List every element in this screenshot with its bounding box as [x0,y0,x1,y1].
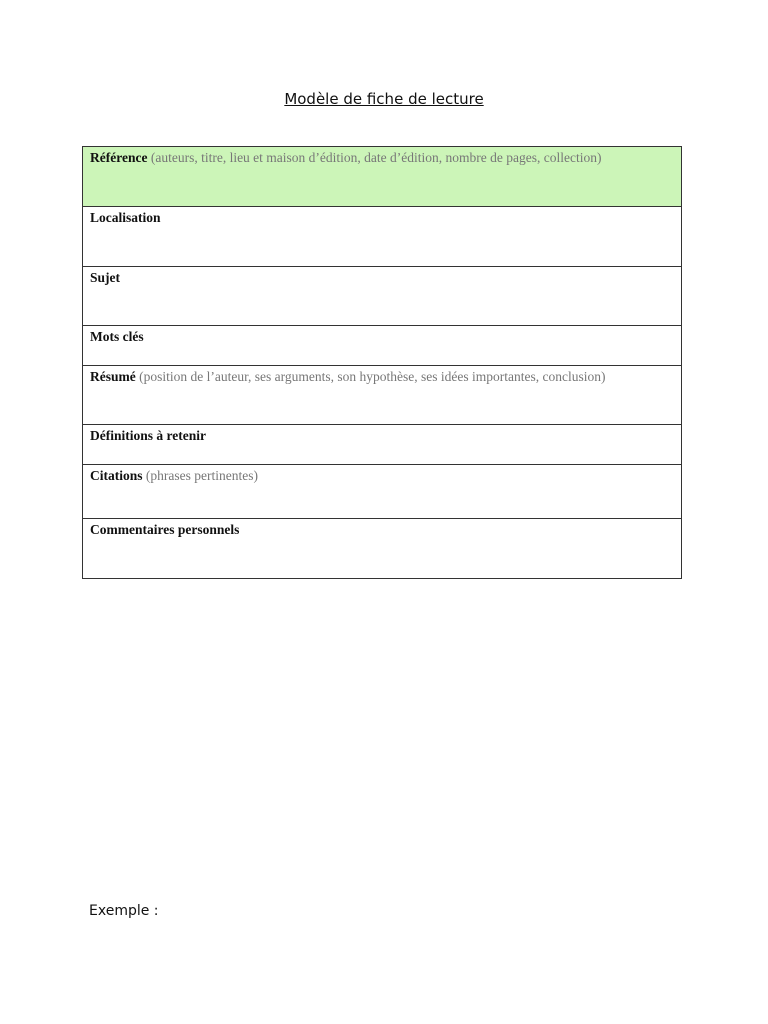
resume-hint: (position de l’auteur, ses arguments, son hypothèse, ses idées importantes, conclusion) [139,369,606,384]
table-row [83,519,682,579]
resume-cell [83,366,682,425]
table-row [83,425,682,465]
citations-label: Citations [90,468,143,483]
sujet-label: Sujet [90,270,120,285]
definitions-cell [83,425,682,465]
table-row [83,366,682,425]
commentaires-cell [83,519,682,579]
mots-cles-label: Mots clés [90,329,144,344]
reference-hint: (auteurs, titre, lieu et maison d’édition, date d’édition, nombre de pages, collection) [150,150,602,165]
resume-label: Résumé [90,369,136,384]
table-row [83,207,682,267]
localisation-cell [83,207,682,267]
commentaires-label: Commentaires personnels [90,522,240,537]
table-row [83,147,682,207]
citations-cell [83,465,682,519]
reference-cell [83,147,682,207]
citations-hint: (phrases pertinentes) [145,468,258,483]
localisation-label: Localisation [90,210,161,225]
table-row [83,465,682,519]
page-title: Modèle de fiche de lecture [284,90,484,108]
table-row [83,267,682,326]
reference-label: Référence [90,150,148,165]
mots-cles-cell [83,326,682,366]
reading-sheet-table [82,146,682,579]
definitions-label: Définitions à retenir [90,428,206,443]
table-row [83,326,682,366]
sujet-cell [83,267,682,326]
example-label: Exemple : [89,903,159,919]
